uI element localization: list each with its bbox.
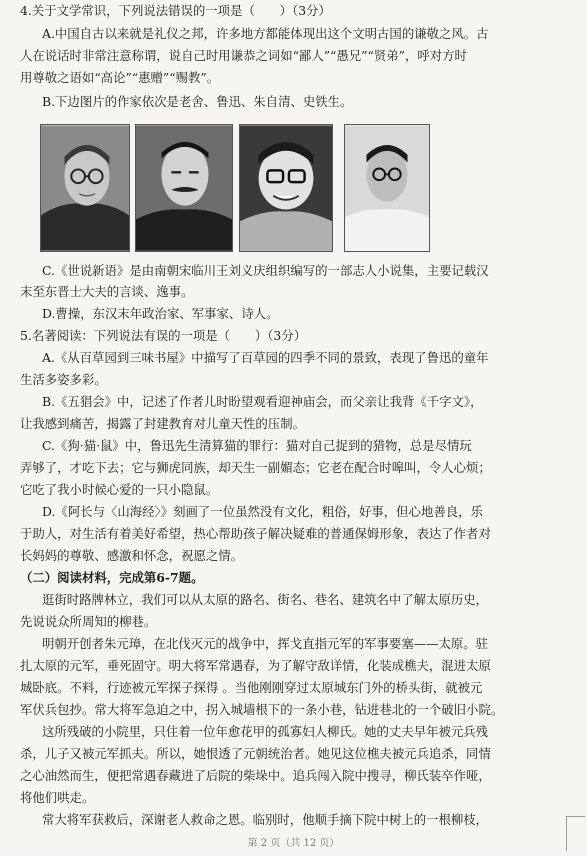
passage-p2-line3: 城卧底。不料，行迹被元军探子探得 。当他刚刚穿过太原城东门外的桥头街，就被元 xyxy=(20,680,483,695)
q4-option-c-line1: C.《世说新语》是由南朝宋临川王刘义庆组织编写的一部志人小说集，主要记载汉 xyxy=(42,263,489,278)
portrait-image xyxy=(240,125,332,251)
q4-option-b: B.下边图片的作家依次是老舍、鲁迅、朱自清、史铁生。 xyxy=(42,94,353,109)
q5-option-c-line1: C.《狗·猫·鼠》中，鲁迅先生清算猫的罪行：猫对自己捉到的猎物，总是尽情玩 xyxy=(42,438,472,453)
q5-option-b-line1: B.《五猖会》中，记述了作者儿时盼望观看迎神庙会，而父亲让我背《千字文》， xyxy=(42,394,483,409)
q4-option-d: D.曹操，东汉末年政治家、军事家、诗人。 xyxy=(42,306,279,321)
q5-option-c-line3: 它吃了我小时候心爱的一只小隐鼠。 xyxy=(20,482,219,497)
q5-option-c-line2: 弄够了，才吃下去；它与狮虎同族，却天生一副媚态；它老在配合时嗥叫，令人心烦； xyxy=(20,460,491,475)
page-number: 第 2 页（共 12 页） xyxy=(247,838,340,849)
photo-laoshe xyxy=(40,124,130,252)
q4-option-a-line1: A.中国自古以来就是礼仪之邦，许多地方都能体现出这个文明古国的谦敬之风。古 xyxy=(42,26,489,41)
q5-option-d-line3: 长妈妈的尊敬、感激和怀念，祝愿之情。 xyxy=(20,548,244,563)
passage-p1-line2: 先说说众所周知的柳巷。 xyxy=(20,614,157,629)
portrait-image xyxy=(345,125,429,251)
passage-p3-line2: 杀，儿子又被元军抓夫。所以，她恨透了元朝统治者。她见这位樵夫被元兵追杀，同情 xyxy=(20,746,491,761)
passage-p4-line1: 常大将军获救后，深谢老人救命之恩。临别时，他顺手摘下院中树上的一根柳枝， xyxy=(42,812,489,827)
passage-p3-line4: 将他们哄走。 xyxy=(20,790,95,805)
author-photos xyxy=(0,124,587,254)
portrait-image xyxy=(136,125,232,251)
passage-p3-line3: 之心油然而生，便把常遇春藏进了后院的柴垛中。追兵闯入院中搜寻，柳氏装卒作哑， xyxy=(20,768,491,783)
passage-p1-line1: 逛街时路牌林立，我们可以从太原的路名、街名、巷名、建筑名中了解太原历史， xyxy=(42,592,489,607)
photo-luxun xyxy=(135,124,233,252)
q5-option-d-line2: 于助人，对生活有着美好希望，热心帮助孩子解决疑难的普通保姆形象，表达了作者对 xyxy=(20,526,491,541)
q5-option-a-line2: 生活多姿多彩。 xyxy=(20,372,107,387)
q4-stem: 4.关于文学常识，下列说法错误的一项是（ ）（3分） xyxy=(20,3,331,18)
q4-option-a-line2: 人在说话时非常注意称谓，说自己时用谦恭之词如“鄙人”“愚兄”“贤弟”，呼对方时 xyxy=(20,48,467,63)
q4-option-a-line3: 用尊敬之语如“高论”“惠赠”“赐教”。 xyxy=(20,70,220,85)
photo-shitiesheng xyxy=(344,124,430,252)
section-heading: （二）阅读材料，完成第6-7题。 xyxy=(20,570,204,585)
q5-option-a-line1: A.《从百草园到三味书屋》中描写了百草园的四季不同的景致，表现了鲁迅的童年 xyxy=(42,350,489,365)
passage-p2-line2: 扎太原的元军，垂死固守。明大将军常遇春，为了解守敌详情，化装成樵夫，混进太原 xyxy=(20,658,491,673)
passage-p2-line4: 军伏兵包抄。常大将军急迫之中，拐入城墙根下的一条小巷，钻进巷北的一个破旧小院。 xyxy=(20,702,504,717)
q5-stem: 5.名著阅读：下列说法有误的一项是（ ）（3分） xyxy=(20,328,307,343)
q5-option-d-line1: D.《阿长与〈山海经〉》刻画了一位虽然没有文化，粗俗，好事，但心地善良，乐 xyxy=(42,504,483,519)
portrait-image xyxy=(41,125,129,251)
page-corner-mark xyxy=(566,816,585,851)
passage-p2-line1: 明朝开创者朱元璋，在北伐灭元的战争中，挥戈直指元军的军事要塞——太原。驻 xyxy=(42,636,489,651)
photo-zhuziqing xyxy=(239,124,333,252)
q5-option-b-line2: 让我感到痛苦，揭露了封建教育对儿童天性的压制。 xyxy=(20,416,305,431)
q4-option-c-line2: 末至东晋士大夫的言谈、逸事。 xyxy=(20,284,194,299)
passage-p3-line1: 这所残破的小院里，只住着一位年愈花甲的孤寡妇人柳氏。她的丈夫早年被元兵残 xyxy=(42,724,489,739)
